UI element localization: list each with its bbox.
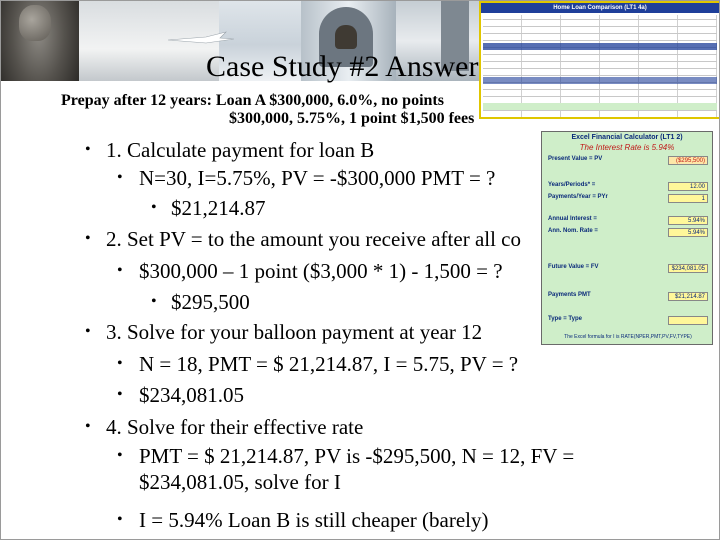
calculator-row-value: $21,214.87 xyxy=(668,292,708,301)
statue-image xyxy=(1,1,79,81)
bullet-text-level-2: I = 5.94% Loan B is still cheaper (barely) xyxy=(139,508,489,532)
slide-subtitle-line2: $300,000, 5.75%, 1 point $1,500 fees xyxy=(229,110,475,127)
bullet-text-level-2: $300,000 – 1 point ($3,000 * 1) - 1,500 = ? xyxy=(139,259,503,283)
calculator-row-label: Payments PMT xyxy=(548,292,591,298)
calculator-row-value xyxy=(668,316,708,325)
calculator-row-label: Annual Interest = xyxy=(548,216,597,222)
bullet-marker: • xyxy=(85,230,91,247)
calculator-subtitle: The Interest Rate is 5.94% xyxy=(579,143,675,152)
bullet-marker: • xyxy=(117,447,123,464)
calculator-row-value: 5.94% xyxy=(668,216,708,225)
bullet-marker: • xyxy=(117,355,123,372)
calculator-footer: The Excel formula for I is RATE(NPER,PMT,PV,FV,TYPE) xyxy=(564,334,692,340)
calculator-row-value: $234,081.05 xyxy=(668,264,708,273)
calculator-row-label: Present Value = PV xyxy=(548,156,603,162)
calculator-row-value: 1 xyxy=(668,194,708,203)
calculator-row-label: Payments/Year = PYr xyxy=(548,194,608,200)
bullet-text-level-2: $234,081.05 xyxy=(139,383,244,407)
bullet-marker: • xyxy=(117,262,123,279)
jet-image xyxy=(166,31,236,45)
bullet-text-level-3: $21,214.87 xyxy=(171,196,266,220)
bullet-text-level-1: 4. Solve for their effective rate xyxy=(106,415,364,439)
spreadsheet-screenshot xyxy=(479,1,720,119)
calculator-title: Excel Financial Calculator (LT1 2) xyxy=(571,134,683,141)
calculator-row-value: ($295,500) xyxy=(668,156,708,165)
calculator-row-label: Ann. Nom. Rate = xyxy=(548,228,598,234)
bullet-text-level-1: 3. Solve for your balloon payment at year 12 xyxy=(106,320,483,344)
bullet-marker: • xyxy=(85,323,91,340)
bullet-text-level-1: 2. Set PV = to the amount you receive after all co xyxy=(106,227,522,251)
bullet-marker: • xyxy=(85,141,91,158)
bullet-marker: • xyxy=(117,386,123,403)
bullet-text-level-2: N = 18, PMT = $ 21,214.87, I = 5.75, PV = ? xyxy=(139,352,519,376)
bullet-text-level-1: 1. Calculate payment for loan B xyxy=(106,138,375,162)
bullet-text-level-2: $234,081.05, solve for I xyxy=(139,470,341,494)
calculator-row-value: 12.00 xyxy=(668,182,708,191)
bullet-text-level-2: PMT = $ 21,214.87, PV is -$295,500, N = 12, FV = xyxy=(139,444,575,468)
bullet-marker: • xyxy=(85,418,91,435)
spreadsheet-header: Home Loan Comparison (LT1 4a) xyxy=(481,3,719,13)
bullet-text-level-3: $295,500 xyxy=(171,290,250,314)
calculator-row-label: Type = Type xyxy=(548,316,582,322)
bullet-marker: • xyxy=(117,511,123,528)
calculator-row-label: Years/Periods* = xyxy=(548,182,596,188)
bullet-marker: • xyxy=(117,169,123,186)
bullet-marker: • xyxy=(151,199,157,216)
bullet-text-level-2: N=30, I=5.75%, PV = -$300,000 PMT = ? xyxy=(139,166,496,190)
slide-title: Case Study #2 Answer xyxy=(206,50,479,83)
slide-subtitle: Prepay after 12 years: Loan A $300,000, 6.0%, no points xyxy=(61,92,444,109)
bullet-marker: • xyxy=(151,293,157,310)
financial-calculator-screenshot xyxy=(541,131,713,345)
calculator-row-value: 5.94% xyxy=(668,228,708,237)
calculator-row-label: Future Value = FV xyxy=(548,264,599,270)
bell-icon xyxy=(335,25,357,49)
